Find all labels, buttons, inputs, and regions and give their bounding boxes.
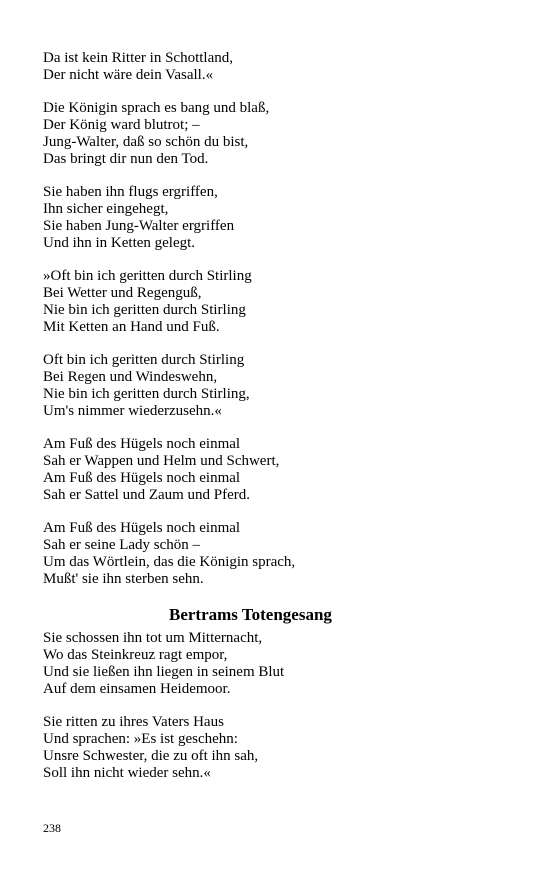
stanza — [43, 520, 513, 587]
verse-line: Wo das Steinkreuz ragt empor, — [43, 647, 228, 664]
verse-line: Mußt' sie ihn sterben sehn. — [43, 570, 204, 587]
verse-line: Jung-Walter, daß so schön du bist, — [43, 133, 249, 150]
stanza — [43, 352, 513, 419]
stanza — [43, 714, 513, 781]
verse-line: Sie ritten zu ihres Vaters Haus — [43, 714, 224, 731]
verse-line: Am Fuß des Hügels noch einmal — [43, 520, 241, 537]
verse-line: Sah er Wappen und Helm und Schwert, — [43, 453, 280, 470]
stanza — [43, 184, 513, 251]
page-number: 238 — [43, 821, 61, 835]
stanza — [43, 436, 513, 503]
verse-line: Unsre Schwester, die zu oft ihn sah, — [43, 747, 259, 764]
verse-line: Sah er Sattel und Zaum und Pferd. — [43, 486, 251, 503]
verse-line: Mit Ketten an Hand und Fuß. — [43, 318, 220, 335]
verse-line: Oft bin ich geritten durch Stirling — [43, 352, 245, 369]
stanza — [43, 50, 513, 84]
verse-line: Ihn sicher eingehegt, — [43, 201, 169, 218]
verse-line: Bei Wetter und Regenguß, — [43, 285, 202, 302]
poem-part-2 — [43, 630, 513, 781]
verse-line: Der nicht wäre dein Vasall.« — [43, 66, 214, 83]
stanza — [43, 268, 513, 335]
verse-line: Der König ward blutrot; – — [43, 117, 200, 134]
verse-line: Nie bin ich geritten durch Stirling, — [43, 385, 250, 402]
stanza — [43, 630, 513, 697]
verse-line: Nie bin ich geritten durch Stirling — [43, 301, 246, 318]
verse-line: Am Fuß des Hügels noch einmal — [43, 436, 241, 453]
verse-line: Sie haben Jung-Walter ergriffen — [43, 217, 235, 234]
verse-line: Am Fuß des Hügels noch einmal — [43, 469, 241, 486]
verse-line: Sie haben ihn flugs ergriffen, — [43, 184, 218, 201]
poem-part-1 — [43, 50, 513, 588]
verse-line: Bei Regen und Windeswehn, — [43, 369, 218, 386]
page-body — [43, 50, 513, 798]
verse-line: Sah er seine Lady schön – — [43, 537, 201, 554]
verse-line: Auf dem einsamen Heidemoor. — [43, 680, 231, 697]
verse-line: Soll ihn nicht wieder sehn.« — [43, 764, 211, 781]
verse-line: Um's nimmer wiederzusehn.« — [43, 402, 222, 419]
verse-line: Da ist kein Ritter in Schottland, — [43, 50, 233, 66]
verse-line: »Oft bin ich geritten durch Stirling — [43, 268, 252, 285]
verse-line: Sie schossen ihn tot um Mitternacht, — [43, 630, 263, 647]
verse-line: Und ihn in Ketten gelegt. — [43, 234, 196, 251]
stanza — [43, 100, 513, 167]
verse-line: Und sie ließen ihn liegen in seinem Blut — [43, 663, 285, 680]
verse-line: Das bringt dir nun den Tod. — [43, 150, 209, 167]
verse-line: Und sprachen: »Es ist geschehn: — [43, 731, 238, 748]
verse-line: Die Königin sprach es bang und blaß, — [43, 100, 270, 117]
poem-heading: Bertrams Totengesang — [169, 605, 332, 625]
verse-line: Um das Wörtlein, das die Königin sprach, — [43, 553, 296, 570]
